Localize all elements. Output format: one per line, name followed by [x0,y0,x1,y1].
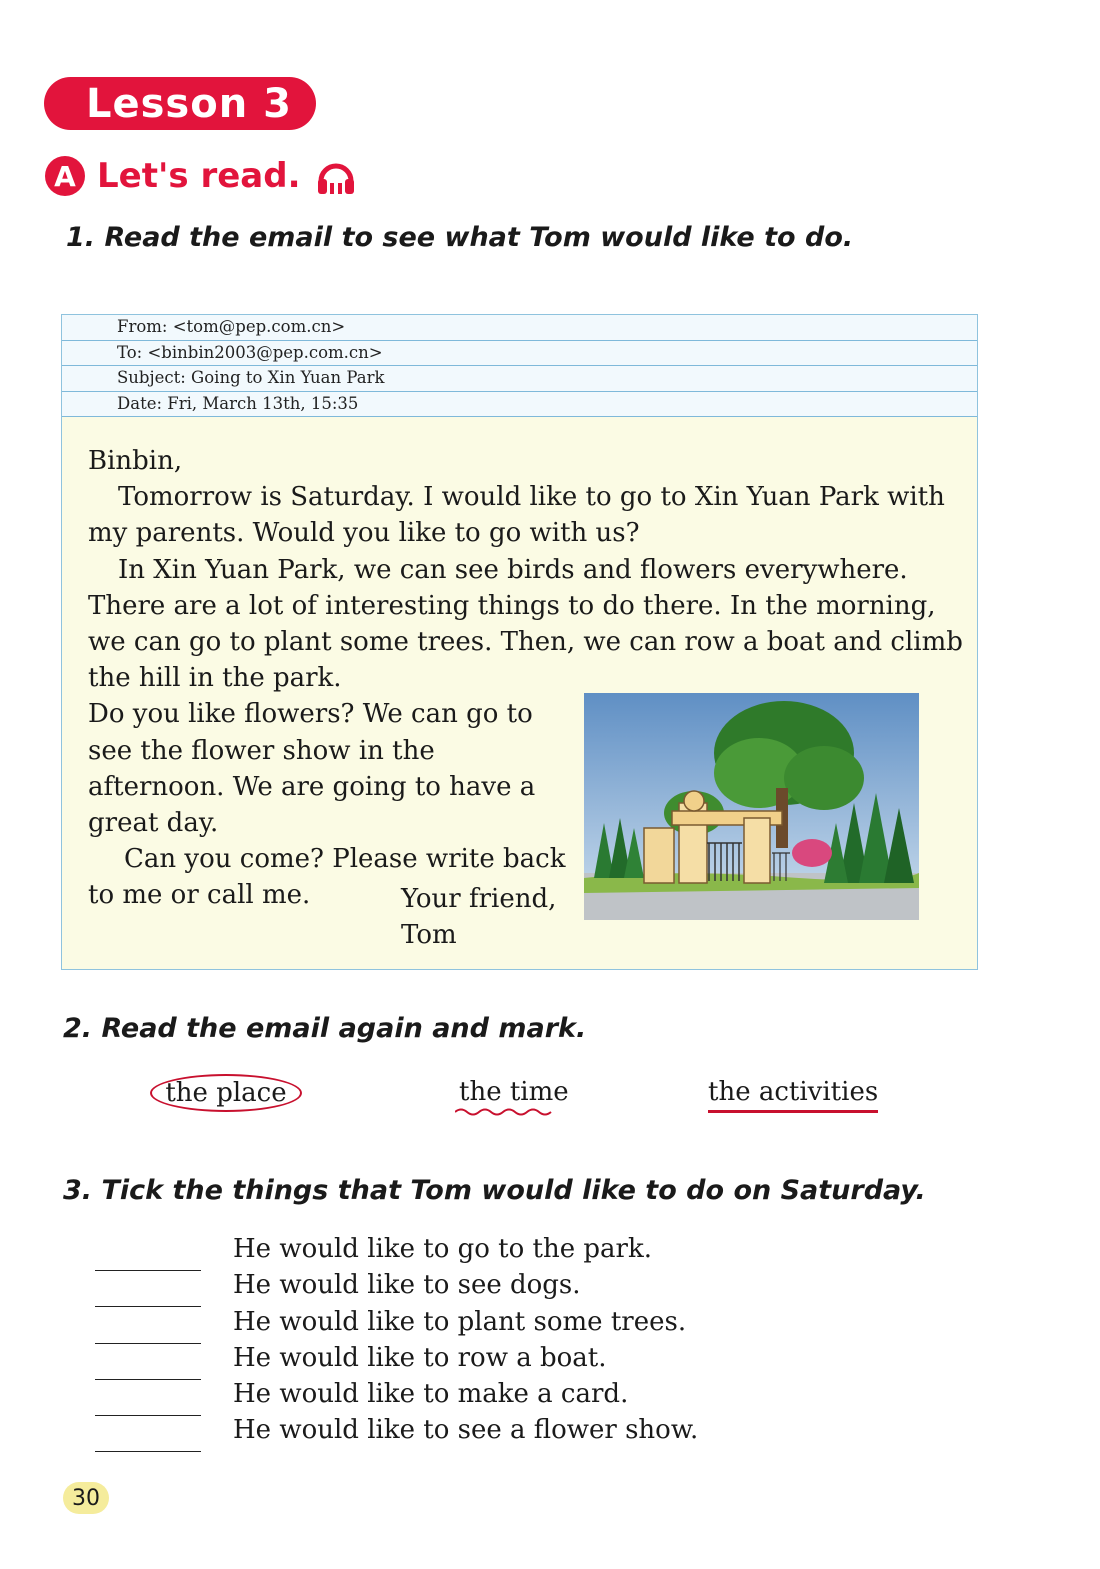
straight-underline [708,1110,878,1113]
tick-blank[interactable] [95,1276,201,1307]
email-from: From: <tom@pep.com.cn> [62,315,977,341]
email-box [61,314,978,970]
email-closing: Your friend, [401,884,557,914]
mark-activities-label: the activities [708,1077,879,1107]
tick-text: He would like to see dogs. [233,1270,581,1301]
email-para-2b: Do you like flowers? We can go to see the flower show in the afternoon. We are going to have a great day. [88,699,536,839]
section-title: Let's read. [97,156,301,196]
list-item [95,1376,698,1412]
tick-text: He would like to see a flower show. [233,1415,699,1446]
email-to: To: <binbin2003@pep.com.cn> [62,341,977,367]
park-gate-illustration [584,693,919,920]
tick-blank[interactable] [95,1313,201,1344]
email-signature: Tom [401,920,457,951]
mark-the-activities-underlined [708,1077,878,1107]
tick-text: He would like to plant some trees. [233,1306,687,1337]
instruction-1: 1. Read the email to see what Tom would like to do. [66,222,854,253]
list-item [95,1267,698,1303]
instruction-3: 3. Tick the things that Tom would like to do on Saturday. [63,1175,926,1206]
tick-list [95,1231,698,1448]
section-a-heading [45,154,357,198]
email-subject: Subject: Going to Xin Yuan Park [62,366,977,392]
email-para-2: In Xin Yuan Park, we can see birds and flowers everywhere. There are a lot of interesting things to do there. In the morning, we can go to plant some trees. Then, we can row a boat and climb the hill in the park. [88,554,963,694]
mark-the-time-wavy [459,1077,569,1107]
mark-time-label: the time [459,1077,569,1107]
email-para-1: Tomorrow is Saturday. I would like to go to Xin Yuan Park with my parents. Would you like to go with us? [88,482,945,549]
email-para-3: Can you come? Please write back to me or call me. [88,844,566,911]
lesson-banner [44,77,316,130]
email-header [62,315,977,417]
list-item [95,1412,698,1448]
list-item [95,1340,698,1376]
tick-blank[interactable] [95,1385,201,1416]
email-signoff [401,881,556,953]
tick-text: He would like to go to the park. [233,1234,652,1265]
tick-blank[interactable] [95,1421,201,1452]
wavy-underline [455,1107,555,1117]
tick-text: He would like to row a boat. [233,1342,607,1373]
email-date: Date: Fri, March 13th, 15:35 [62,392,977,418]
list-item [95,1303,698,1339]
tick-blank[interactable] [95,1349,201,1380]
page-number: 30 [63,1482,109,1514]
mark-the-place-circled [150,1074,302,1112]
lesson-title: Lesson 3 [86,80,292,127]
mark-place-label: the place [165,1078,287,1108]
email-greeting: Binbin, [88,446,183,476]
headphones-icon[interactable] [315,155,357,197]
tick-text: He would like to make a card. [233,1378,629,1409]
list-item [95,1231,698,1267]
instruction-2: 2. Read the email again and mark. [63,1013,587,1044]
tick-blank[interactable] [95,1240,201,1271]
section-badge: A [45,156,85,196]
